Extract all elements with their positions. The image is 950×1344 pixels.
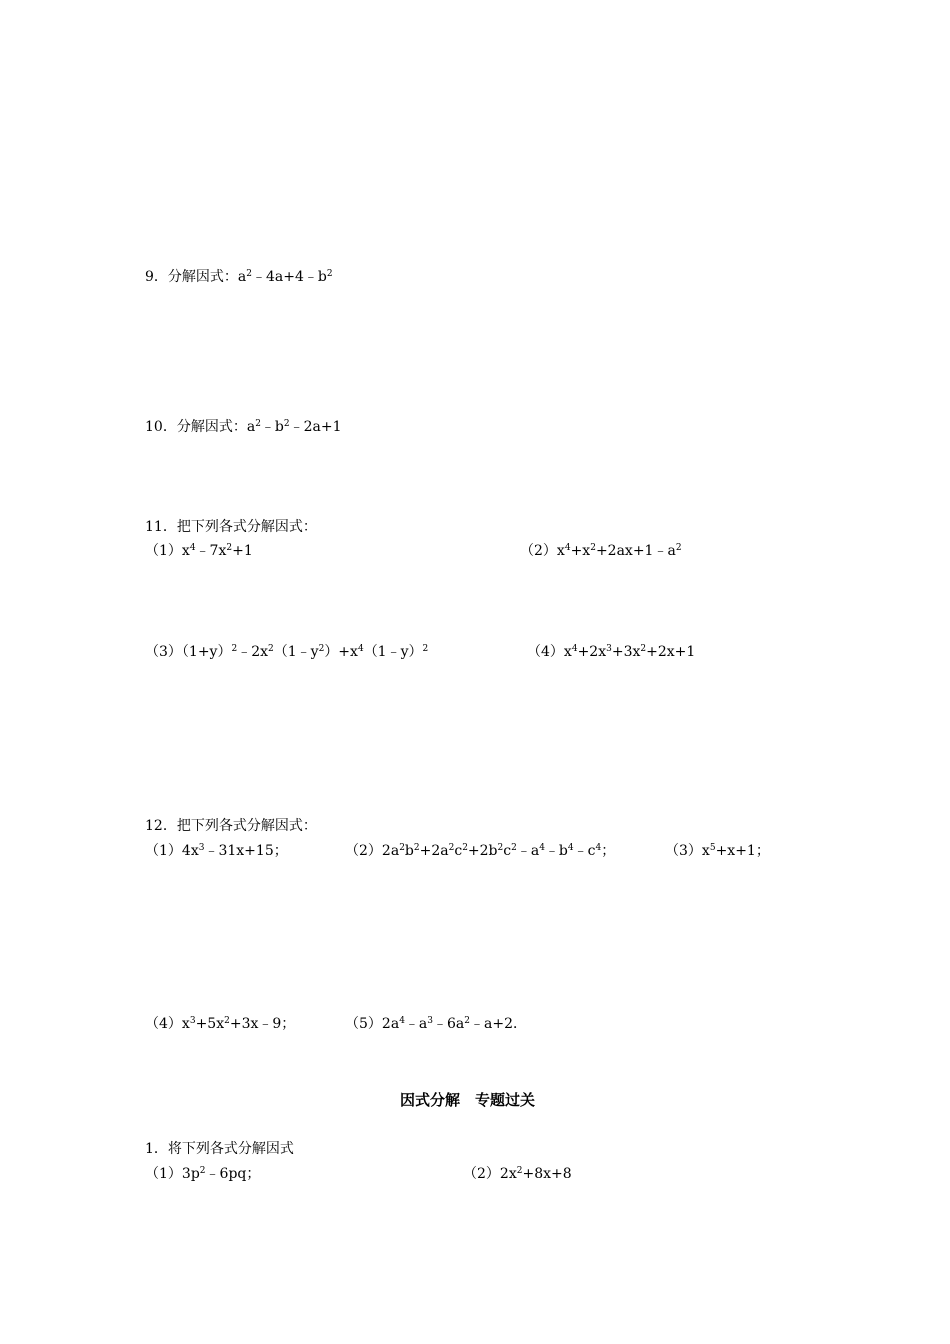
part-expression: [557, 543, 682, 559]
question-12-part-3: [665, 842, 770, 860]
question-11-part-2: [520, 542, 682, 560]
question-12-part-1: [145, 842, 288, 860]
part-label: （2）: [345, 843, 382, 859]
expression-text: a: [246, 419, 256, 435]
expression-text: 2a: [381, 843, 400, 859]
expression-text: ﹣a: [404, 1016, 428, 1032]
expression-text: +x+1；: [715, 843, 770, 859]
part-expression: [182, 1166, 260, 1182]
exponent: 2: [226, 543, 233, 553]
expression-text: a: [237, 269, 247, 285]
expression-text: ﹣b: [260, 419, 284, 435]
expression-text: ；: [601, 843, 616, 859]
exponent: 2: [399, 843, 405, 853]
part-label: （1）: [145, 843, 182, 859]
exponent: 2: [640, 644, 647, 654]
part-expression: [182, 644, 428, 660]
exponent: 2: [326, 269, 333, 279]
question-9: [145, 268, 333, 286]
exponent: 2: [464, 1016, 471, 1026]
exponent: 3: [198, 843, 205, 853]
question-11-stem: 11．把下列各式分解因式：: [145, 519, 317, 535]
part-expression: [182, 843, 288, 859]
expression-text: ﹣2a+1: [289, 419, 342, 435]
expression-text: ﹣6a: [433, 1016, 465, 1032]
part-label: （1）: [145, 543, 182, 559]
exponent: 4: [399, 1016, 405, 1026]
exponent: 4: [189, 543, 196, 553]
expression-text: +5x: [195, 1016, 225, 1032]
expression-text: x: [563, 644, 572, 660]
expression-text: c: [454, 843, 463, 859]
expression-text: x: [181, 543, 190, 559]
part-expression: [382, 843, 615, 859]
expression-text: b: [404, 843, 414, 859]
expression-text: （1﹣y）: [363, 644, 423, 660]
exponent: 3: [427, 1016, 434, 1026]
part-expression: [382, 1016, 527, 1032]
expression-text: x: [556, 543, 565, 559]
question-12-part-2: [345, 842, 615, 860]
expression-text: x: [181, 1016, 190, 1032]
exponent: 2: [268, 644, 274, 654]
question-10-stem: 10．分解因式：: [145, 419, 247, 435]
part-label: （3）: [145, 644, 182, 660]
exponent: 2: [448, 843, 455, 853]
exponent: 4: [564, 543, 571, 553]
expression-text: 2x: [499, 1166, 517, 1182]
part-expression: [182, 1016, 295, 1032]
exponent: 2: [283, 419, 290, 429]
expression-text: +x: [570, 543, 591, 559]
part-label: （2）: [463, 1166, 500, 1182]
expression-text: +3x: [611, 644, 641, 660]
expression-text: c: [503, 843, 512, 859]
exponent: 2: [511, 843, 517, 853]
part-expression: [702, 843, 770, 859]
exponent: 2: [413, 843, 420, 853]
part-expression: [182, 543, 253, 559]
expression-text: ﹣4a+4﹣b: [252, 269, 327, 285]
part-expression: [500, 1166, 572, 1182]
expression-text: ﹣2x: [237, 644, 269, 660]
expression-text: +2x: [577, 644, 607, 660]
expression-text: +3x﹣9；: [229, 1016, 296, 1032]
question-11-part-3: [145, 643, 428, 661]
expression-text: +1: [232, 543, 253, 559]
expression-text: ﹣c: [573, 843, 596, 859]
expression-text: x: [701, 843, 710, 859]
exponent: 2: [675, 543, 682, 553]
expression-text: ﹣7x: [195, 543, 227, 559]
expression-text: （1+y）: [181, 644, 232, 660]
exponent: 2: [246, 269, 253, 279]
question-12-stem: 12．把下列各式分解因式：: [145, 818, 317, 834]
part-label: （2）: [520, 543, 557, 559]
exponent: 4: [571, 644, 578, 654]
exponent: 4: [539, 843, 545, 853]
question-10: [145, 418, 342, 436]
section-question-1-stem: 1．将下列各式分解因式: [145, 1141, 294, 1157]
exponent: 2: [231, 644, 238, 654]
part-label: （1）: [145, 1166, 182, 1182]
part-expression: [564, 644, 695, 660]
exponent: 5: [709, 843, 716, 853]
part-label: （5）: [345, 1016, 382, 1032]
exponent: 2: [199, 1166, 206, 1176]
expression-text: ﹣31x+15；: [204, 843, 288, 859]
exponent: 4: [567, 843, 574, 853]
part-label: （3）: [665, 843, 702, 859]
question-10-expression: [247, 419, 342, 435]
expression-text: 4x: [181, 843, 199, 859]
exponent: 2: [422, 644, 429, 654]
expression-text: （1﹣y: [273, 644, 319, 660]
expression-text: +2ax+1﹣a: [595, 543, 676, 559]
exponent: 2: [497, 843, 504, 853]
question-12-part-4: [145, 1015, 295, 1033]
exponent: 4: [357, 644, 364, 654]
expression-text: ）+x: [324, 644, 358, 660]
part-label: （4）: [527, 644, 564, 660]
exponent: 4: [595, 843, 602, 853]
expression-text: +2x+1: [646, 644, 696, 660]
section-title: 因式分解 专题过关: [400, 1091, 536, 1109]
exponent: 2: [224, 1016, 230, 1026]
expression-text: 3p: [181, 1166, 200, 1182]
question-11-part-4: [527, 643, 695, 661]
expression-text: +8x+8: [522, 1166, 572, 1182]
exponent: 2: [462, 843, 468, 853]
expression-text: 2a: [381, 1016, 400, 1032]
part-label: （4）: [145, 1016, 182, 1032]
expression-text: ﹣a: [516, 843, 540, 859]
exponent: 2: [590, 543, 596, 553]
expression-text: +2b: [467, 843, 498, 859]
question-9-stem: 9．分解因式：: [145, 269, 238, 285]
question-11-part-1: [145, 542, 253, 560]
section-question-1-part-2: [463, 1165, 572, 1183]
exponent: 2: [255, 419, 261, 429]
exponent: 3: [606, 644, 612, 654]
expression-text: ﹣a+2．: [470, 1016, 527, 1032]
expression-text: ﹣b: [544, 843, 568, 859]
question-9-expression: [238, 269, 333, 285]
expression-text: ﹣6pq；: [205, 1166, 261, 1182]
section-question-1-part-1: [145, 1165, 260, 1183]
exponent: 3: [189, 1016, 196, 1026]
expression-text: +2a: [419, 843, 449, 859]
question-12-part-5: [345, 1015, 527, 1033]
exponent: 2: [318, 644, 325, 654]
exponent: 2: [516, 1166, 523, 1176]
